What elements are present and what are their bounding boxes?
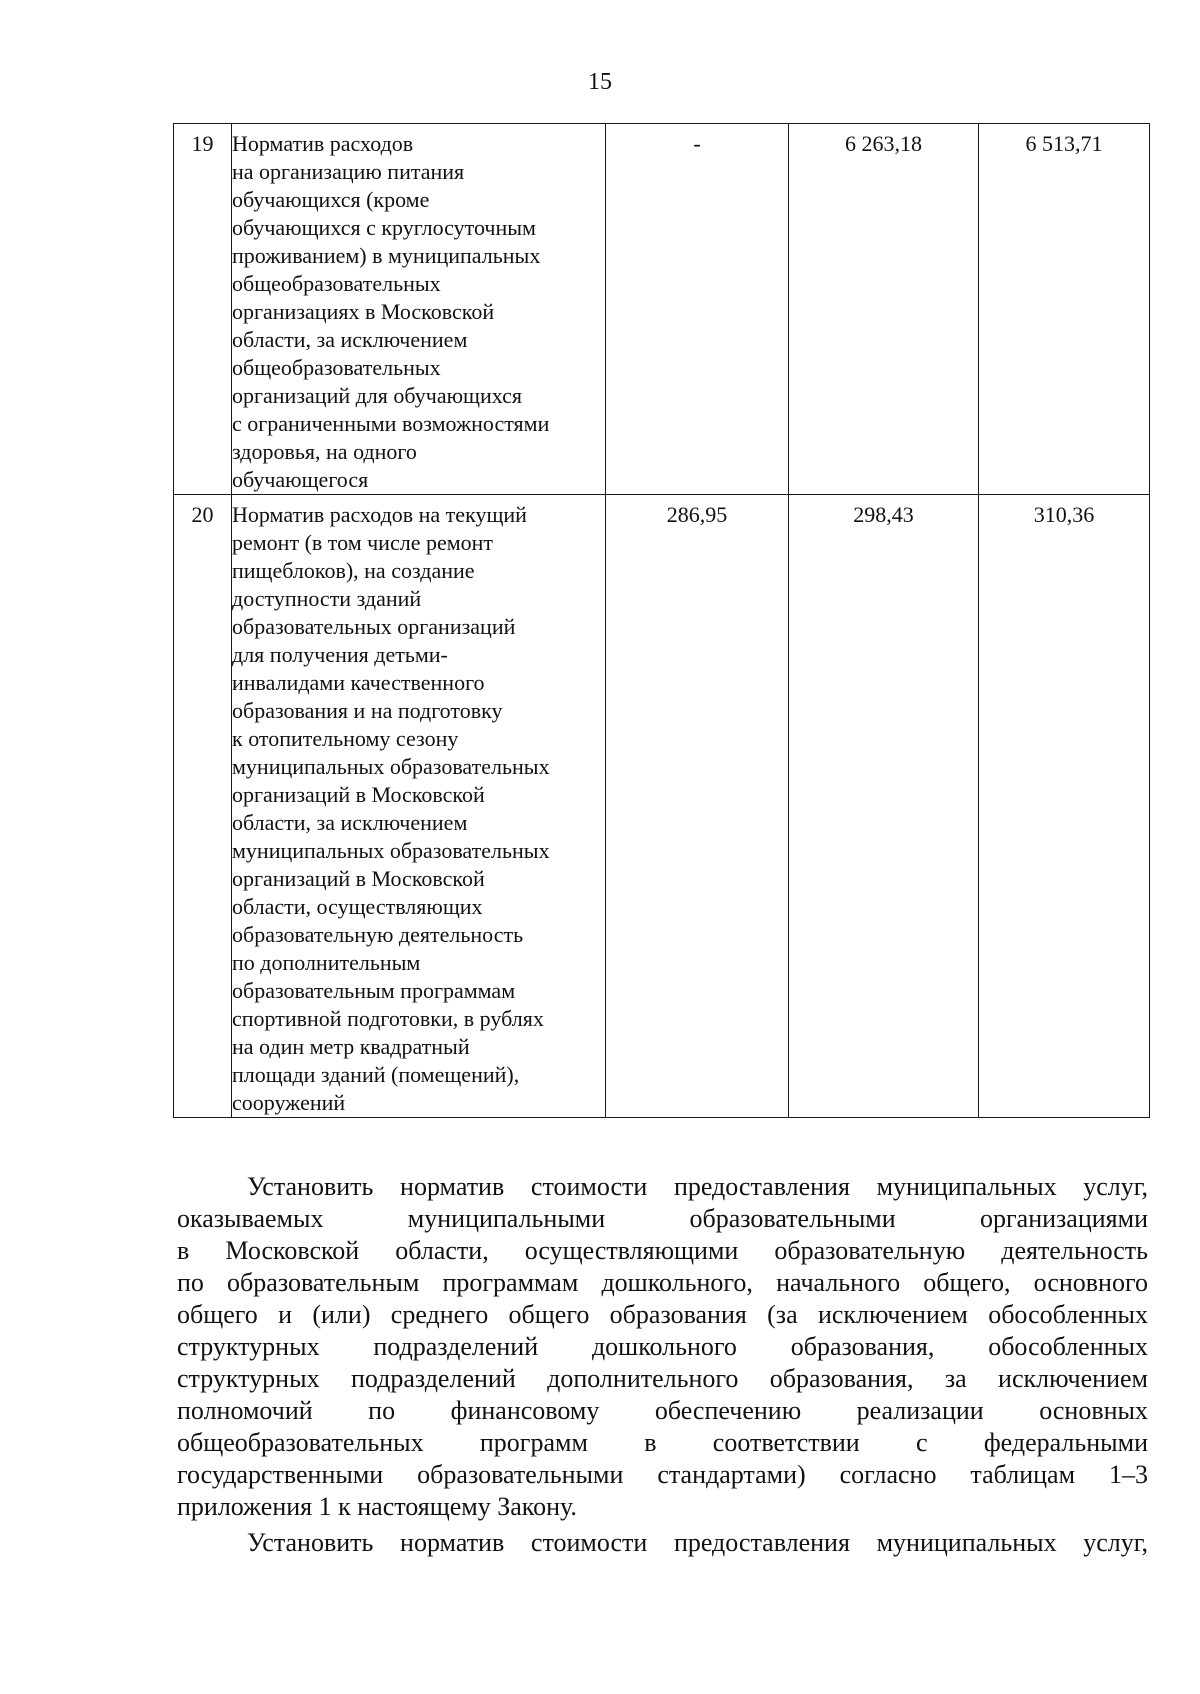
description-line: организаций в Московской [232, 866, 485, 891]
description-line: доступности зданий [232, 586, 422, 611]
text-line: общего и (или) среднего общего образования (за исключением обособленных [177, 1300, 1148, 1329]
description-line: проживанием) в муниципальных [232, 243, 541, 268]
text-line: полномочий по финансовому обеспечению реализации основных [177, 1396, 1148, 1425]
description-line: обучающегося [232, 467, 369, 492]
table-row [174, 124, 1150, 495]
description-line: по дополнительным [232, 950, 421, 975]
description-line: Норматив расходов на текущий [232, 502, 527, 527]
description-line: образовательных организаций [232, 614, 516, 639]
text-line: по образовательным программам дошкольного, начального общего, основного [177, 1268, 1148, 1297]
description-line: муниципальных образовательных [232, 838, 550, 863]
description-line: на организацию питания [232, 159, 465, 184]
description-line: на один метр квадратный [232, 1034, 470, 1059]
text-line: государственными образовательными стандартами) согласно таблицам 1–3 [177, 1460, 1148, 1489]
description-line: к отопительному сезону [232, 726, 459, 751]
text-line: оказываемых муниципальными образовательными организациями [177, 1204, 1148, 1233]
text-line: общеобразовательных программ в соответствии с федеральными [177, 1428, 1148, 1457]
description-line: инвалидами качественного [232, 670, 485, 695]
row-number: 19 [174, 124, 232, 495]
description-line: образования и на подготовку [232, 698, 503, 723]
norm-value-year-2: 298,43 [789, 495, 979, 1118]
paragraph [177, 1527, 1148, 1559]
description-line: Норматив расходов [232, 131, 414, 156]
description-line: для получения детьми- [232, 642, 448, 667]
norm-value-year-3: 6 513,71 [979, 124, 1150, 495]
description-line: общеобразовательных [232, 271, 441, 296]
description-line: области, осуществляющих [232, 894, 483, 919]
description-line: обучающихся с круглосуточным [232, 215, 536, 240]
table-row [174, 495, 1150, 1118]
description-line: с ограниченными возможностями [232, 411, 550, 436]
description-line: организаций в Московской [232, 782, 485, 807]
text-line: структурных подразделений дополнительного образования, за исключением [177, 1364, 1148, 1393]
text-line: Установить норматив стоимости предоставления муниципальных услуг, [247, 1172, 1148, 1201]
description-line: здоровья, на одного [232, 439, 417, 464]
row-number: 20 [174, 495, 232, 1118]
norm-value-year-1: - [606, 124, 789, 495]
norm-description [232, 124, 606, 495]
description-line: спортивной подготовки, в рублях [232, 1006, 544, 1031]
description-line: области, за исключением [232, 810, 468, 835]
description-line: области, за исключением [232, 327, 468, 352]
description-line: сооружений [232, 1090, 346, 1115]
norm-description [232, 495, 606, 1118]
norm-value-year-1: 286,95 [606, 495, 789, 1118]
description-line: пищеблоков), на создание [232, 558, 475, 583]
description-line: организациях в Московской [232, 299, 495, 324]
description-line: организаций для обучающихся [232, 383, 522, 408]
norm-value-year-3: 310,36 [979, 495, 1150, 1118]
paragraph [177, 1171, 1148, 1523]
description-line: общеобразовательных [232, 355, 441, 380]
norm-value-year-2: 6 263,18 [789, 124, 979, 495]
norms-table [173, 123, 1150, 1118]
description-line: образовательным программам [232, 978, 516, 1003]
page-number: 15 [588, 69, 612, 95]
text-line: структурных подразделений дошкольного образования, обособленных [177, 1332, 1148, 1361]
description-line: ремонт (в том числе ремонт [232, 530, 494, 555]
text-line: приложения 1 к настоящему Закону. [177, 1492, 577, 1521]
text-line: Установить норматив стоимости предоставления муниципальных услуг, [247, 1528, 1148, 1557]
text-line: в Московской области, осуществляющими образовательную деятельность [177, 1236, 1148, 1265]
description-line: образовательную деятельность [232, 922, 524, 947]
description-line: обучающихся (кроме [232, 187, 430, 212]
description-line: площади зданий (помещений), [232, 1062, 520, 1087]
body-text [177, 1171, 1148, 1559]
description-line: муниципальных образовательных [232, 754, 550, 779]
